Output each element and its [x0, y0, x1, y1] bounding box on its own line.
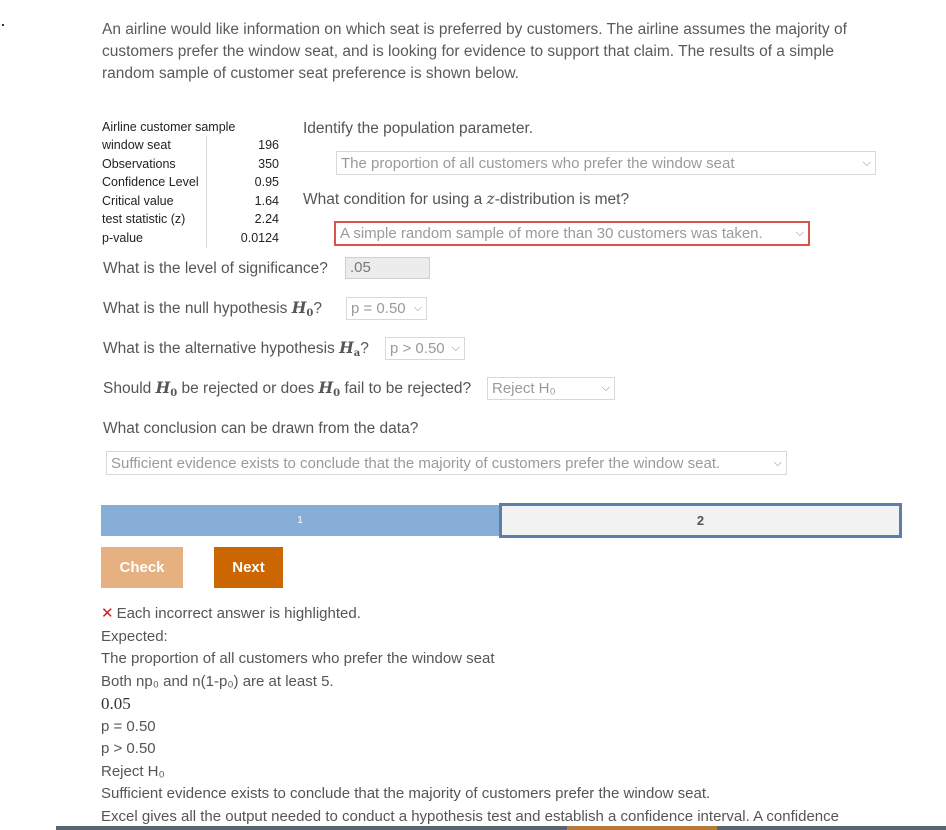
h-subscript: 0	[333, 388, 341, 399]
feedback-message-row	[101, 603, 839, 626]
h-letter: H	[155, 378, 171, 397]
h-letter: H	[339, 338, 354, 357]
row-label: Critical value	[102, 192, 207, 211]
bottom-bar	[56, 826, 946, 830]
stray-dot	[2, 24, 4, 26]
row-label: Observations	[102, 155, 207, 174]
h-letter: H	[291, 298, 307, 317]
table-row	[102, 155, 279, 174]
expected-line: Reject H₀	[101, 762, 165, 780]
question-condition-post: -distribution is met?	[494, 191, 630, 208]
row-label: Confidence Level	[102, 173, 207, 192]
question-decision	[103, 378, 471, 399]
row-label: p-value	[102, 229, 207, 248]
h-subscript: a	[353, 348, 361, 359]
progress-step-1[interactable]: 1	[101, 505, 499, 536]
condition-select-value: A simple random sample of more than 30 customers was taken.	[340, 225, 763, 242]
chevron-down-icon: ⌵	[451, 342, 460, 354]
next-button[interactable]: Next	[214, 547, 283, 588]
h-subscript: 0	[306, 308, 314, 319]
row-value: 350	[258, 156, 279, 171]
question-null	[103, 298, 322, 319]
expected-line: p = 0.50	[101, 717, 156, 735]
question-alt-post: ?	[360, 340, 369, 357]
row-value: 1.64	[254, 193, 279, 208]
significance-input[interactable]: .05	[345, 257, 430, 279]
h-subscript: 0	[170, 388, 178, 399]
chevron-down-icon: ⌵	[413, 302, 422, 314]
row-value: 196	[258, 138, 279, 152]
table-row	[102, 210, 279, 229]
table-row	[102, 136, 279, 155]
feedback-message: Each incorrect answer is highlighted.	[116, 605, 361, 622]
conclusion-select[interactable]	[106, 451, 787, 475]
chevron-down-icon: ⌵	[795, 227, 804, 239]
expected-line: Both np₀ and n(1-p₀) are at least 5.	[101, 672, 334, 690]
question-null-pre: What is the null hypothesis	[103, 300, 292, 317]
problem-intro: An airline would like information on which seat is preferred by customers. The airline assumes the majority of customers prefer the window seat, and is looking for evidence to support that claim. The results of a simple random sample of customer seat preference is shown below.	[102, 21, 847, 82]
table-row	[102, 192, 279, 211]
h-letter: H	[318, 378, 334, 397]
alt-select-value: p > 0.50	[390, 340, 445, 357]
question-decision-post: fail to be rejected?	[340, 380, 472, 397]
h-variable	[156, 378, 178, 397]
table-title: Airline customer sample	[102, 120, 236, 134]
row-value: 2.24	[254, 212, 279, 227]
question-parameter: Identify the population parameter.	[303, 120, 534, 137]
chevron-down-icon: ⌵	[773, 456, 782, 469]
question-alternative	[103, 338, 369, 359]
row-label: window seat	[102, 136, 207, 155]
expected-line: The proportion of all customers who prefer the window seat	[101, 650, 495, 667]
h-variable	[319, 378, 341, 397]
condition-select[interactable]	[334, 221, 810, 246]
expected-line: p > 0.50	[101, 740, 156, 757]
expected-line: 0.05	[101, 694, 131, 713]
conclusion-select-value: Sufficient evidence exists to conclude that the majority of customers prefer the window seat.	[111, 454, 721, 472]
bottom-bar-accent	[567, 826, 717, 830]
check-button[interactable]: Check	[101, 547, 183, 588]
table-row	[102, 173, 279, 192]
parameter-select[interactable]	[336, 151, 876, 175]
expected-label: Expected:	[101, 627, 168, 645]
question-significance: What is the level of significance?	[103, 260, 328, 277]
null-hypothesis-select[interactable]	[346, 297, 427, 320]
question-decision-pre: Should	[103, 380, 156, 397]
decision-select[interactable]	[487, 377, 615, 400]
question-condition-pre: What condition for using a	[303, 191, 487, 208]
chevron-down-icon: ⌵	[601, 382, 610, 394]
null-select-value: p = 0.50	[351, 300, 406, 317]
z-variable: z	[486, 190, 495, 208]
table-row	[102, 229, 279, 248]
progress-step-2[interactable]: 2	[499, 503, 902, 538]
h-variable	[292, 298, 314, 317]
question-conclusion: What conclusion can be drawn from the data?	[103, 420, 419, 437]
alternative-hypothesis-select[interactable]	[385, 337, 465, 360]
sample-table	[102, 118, 279, 248]
question-alt-pre: What is the alternative hypothesis	[103, 340, 340, 357]
question-decision-mid: be rejected or does	[177, 380, 319, 397]
question-condition	[303, 190, 629, 209]
row-label: test statistic (z)	[102, 210, 207, 229]
parameter-select-value: The proportion of all customers who prefer the window seat	[341, 154, 735, 172]
row-value: 0.0124	[240, 230, 279, 245]
expected-line: Sufficient evidence exists to conclude that the majority of customers prefer the window seat.	[101, 785, 711, 802]
x-icon: ✕	[101, 605, 114, 622]
chevron-down-icon: ⌵	[862, 156, 871, 169]
h-variable	[339, 338, 360, 357]
row-value: 0.95	[254, 175, 279, 190]
decision-select-value: Reject H₀	[492, 380, 556, 397]
expected-line: Excel gives all the output needed to conduct a hypothesis test and establish a confidence interval. A confidence	[101, 807, 839, 825]
feedback-panel	[101, 603, 839, 828]
question-null-post: ?	[313, 300, 322, 317]
